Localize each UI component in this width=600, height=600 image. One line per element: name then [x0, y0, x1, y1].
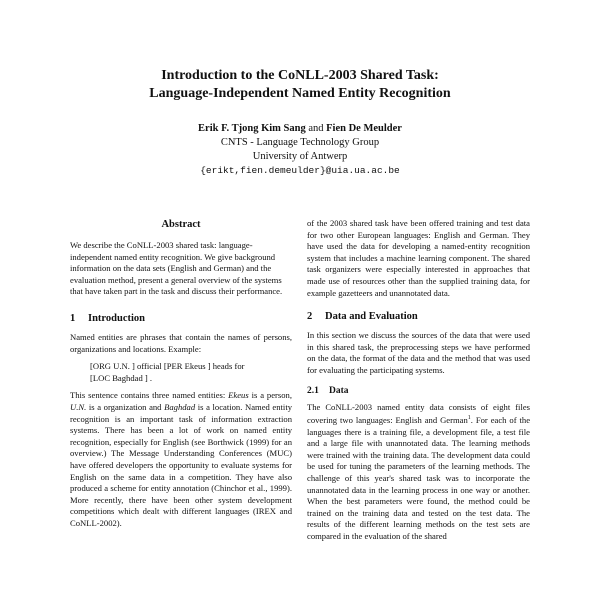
example-line-1: [ORG U.N. ] official [PER Ekeus ] heads for: [90, 361, 245, 372]
title-line-2: Language-Independent Named Entity Recognition: [149, 86, 451, 101]
author-conjunction: and: [308, 123, 324, 134]
title-line-1: Introduction to the CoNLL-2003 Shared Task:: [161, 68, 439, 83]
text-run: is a organization and: [86, 401, 165, 412]
entity-un: U.N.: [70, 401, 87, 412]
example-line-2: [LOC Baghdad ] .: [90, 372, 153, 383]
section-introduction-heading: [70, 312, 292, 326]
text-run: is a location. Named entity recognition is an important task of information extraction systems. There has been a lot of work on named entity recognition, especially for English (see Borthwick (1999) for an overview.) The Message Understanding Conferences (MUC) have offered developers the opportunity to evaluate systems for English on the same data in a competition. They have also produced a scheme for entity annotation (Chinchor et al., 1999). More recently, there have been other system development competitions which dealt with different languages (IREX and CoNLL-2002).: [70, 401, 292, 528]
section-title: Data and Evaluation: [325, 311, 418, 323]
text-run: . For each of the languages there is a training file, a development file, a test file and a large file with unannotated data. The learning methods were trained with the training data. The development data could be used for tuning the parameters of the learning methods. The challenge of this year's shared task was to incorporate the unannotated data in the learning process in one way or another. When the best parameters were found, the method could be trained on the training data and tested on the test data. The results of the different learning methods on the test sets are compared in the evaluation of the shared: [307, 414, 531, 541]
subsection-2-1-paragraph: [307, 402, 530, 543]
entity-ekeus: Ekeus: [228, 390, 249, 401]
subsection-number: 2.1: [307, 385, 319, 396]
intro-continuation: of the 2003 shared task have been offered training and test data for two other European languages: English and German. They have used the data for developing a named-entity recognition system that includes a machine learning component. The shared task organizers were especially interested in approaches that made use of resources other than the supplied training data, for example gazetteers and unannotated data.: [307, 218, 530, 298]
section-number: 1: [70, 312, 76, 324]
abstract-heading: Abstract: [161, 219, 201, 230]
subsection-data-heading: [307, 385, 530, 398]
left-column: [70, 218, 292, 529]
author-2: Fien De Meulder: [326, 123, 402, 134]
abstract-text: We describe the CoNLL-2003 shared task: language-independent named entity recognition. We give background information on the data sets (English and German) and the evaluation method, present a general overview of the systems that have taken part in the task and discuss their performance.: [70, 240, 283, 297]
subsection-title: Data: [329, 385, 349, 396]
author-email: {erikt,fien.demeulder}@uia.ua.ac.be: [200, 165, 400, 176]
section-title: Introduction: [88, 312, 145, 324]
text-run: This sentence contains three named entities:: [70, 390, 229, 401]
section-number: 2: [307, 311, 313, 323]
right-column: [307, 218, 530, 543]
example-sentence: [90, 361, 292, 384]
affiliation-university: University of Antwerp: [252, 151, 348, 162]
paper-title: [0, 67, 600, 103]
text-run: The CoNLL-2003 named entity data consists of eight files covering two languages: English and German: [307, 401, 530, 425]
text-run: is a person,: [248, 390, 292, 401]
intro-paragraph-1: Named entities are phrases that contain the names of persons, organizations and locations. Example:: [70, 331, 292, 354]
author-1: Erik F. Tjong Kim Sang: [198, 123, 306, 134]
intro-paragraph-2: [70, 390, 292, 529]
author-names: [0, 122, 600, 136]
entity-baghdad: Baghdad: [164, 401, 196, 412]
section-data-evaluation-heading: [307, 310, 530, 324]
author-block: [0, 122, 600, 178]
footnote-marker[interactable]: 1: [467, 415, 471, 422]
section-2-paragraph: In this section we discuss the sources of the data that were used in this shared task, the preprocessing steps we have performed on the data, the format of the data and the method that was used for evaluating the participating systems.: [307, 330, 530, 375]
affiliation-group: CNTS - Language Technology Group: [220, 137, 380, 148]
